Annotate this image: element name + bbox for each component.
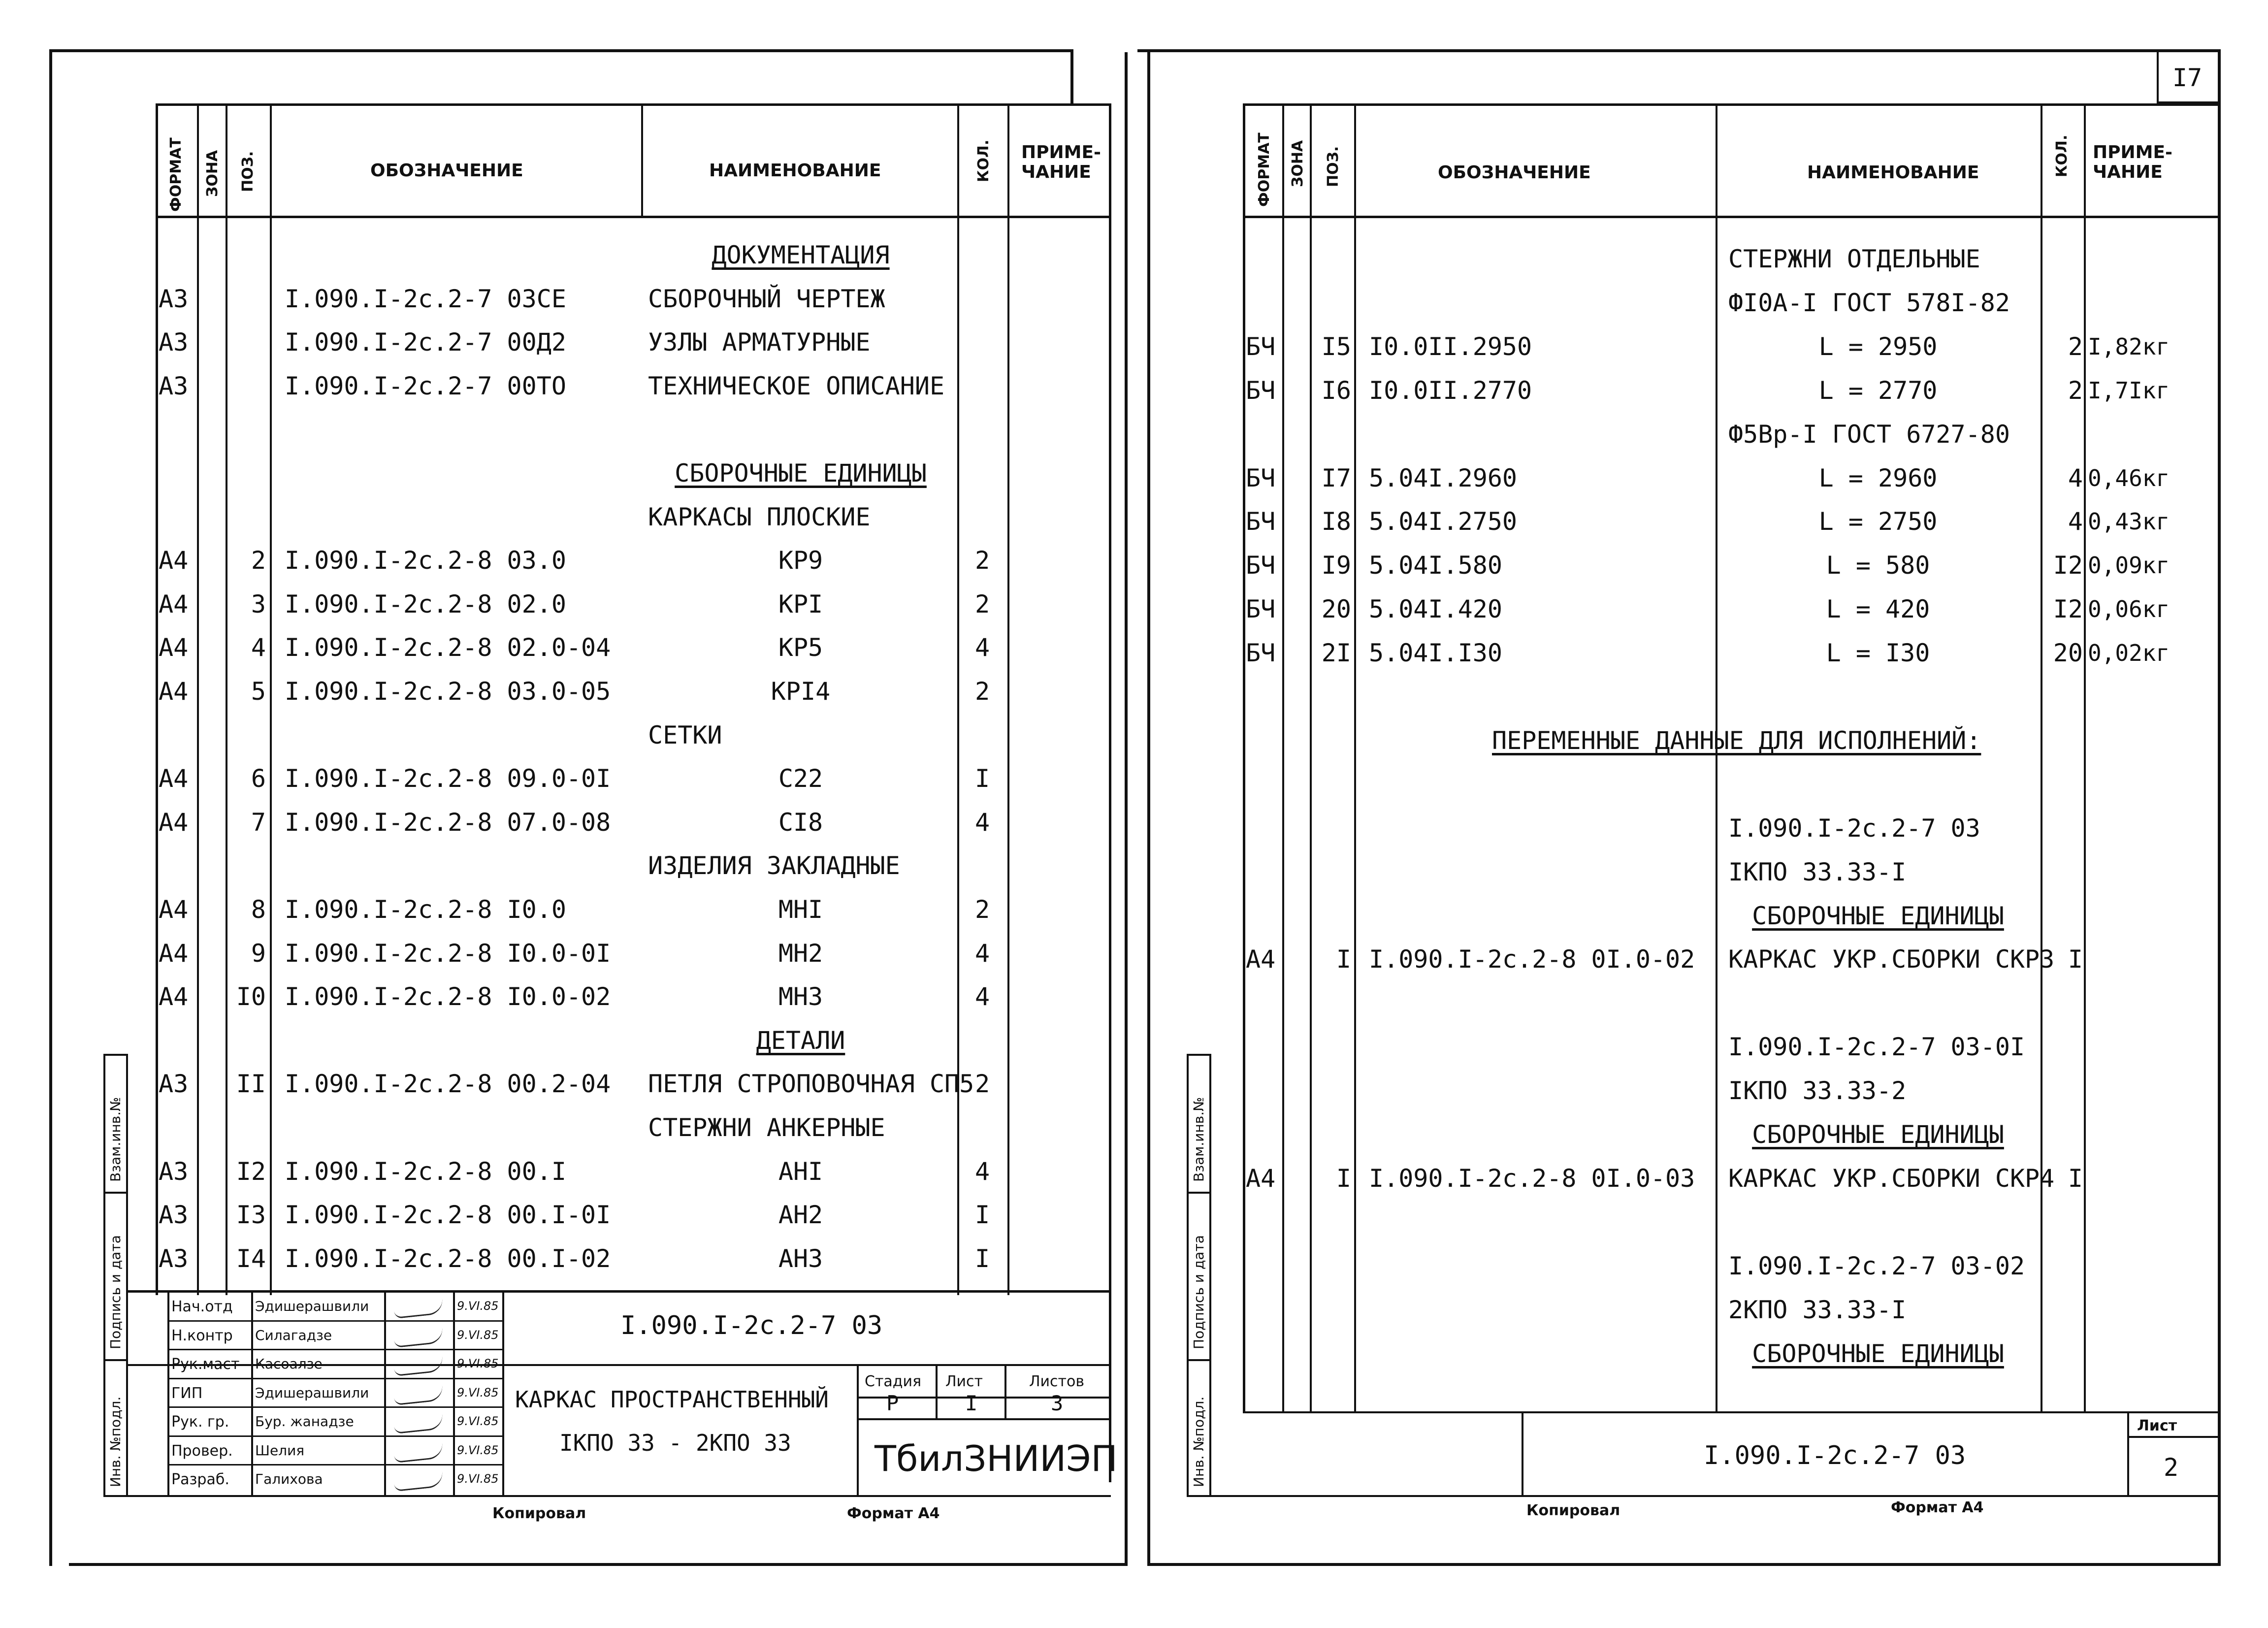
stamp-title-2: IКПО 33 - 2КПО 33 xyxy=(559,1430,791,1456)
row-format: А4 xyxy=(1246,945,1276,974)
row-note: 0,06кг xyxy=(2088,596,2170,622)
row-format: БЧ xyxy=(1246,464,1276,492)
header-zone: ЗОНА xyxy=(1289,140,1306,187)
row-qty: 2 xyxy=(974,677,990,706)
row-name: СБОРОЧНЫЕ ЕДИНИЦЫ xyxy=(1752,1120,2004,1149)
row-designation: I.090.I-2c.2-7 03СЕ xyxy=(285,285,566,313)
row-name: КАРКАС УКР.СБОРКИ СКР4 xyxy=(1728,1164,2055,1193)
row-name: КРI xyxy=(778,590,823,619)
row-name: I.090.I-2c.2-7 03 xyxy=(1728,814,1980,843)
row-qty: 4 xyxy=(974,982,990,1011)
row-name: СТЕРЖНИ АНКЕРНЫЕ xyxy=(648,1113,885,1142)
header-qty: КОЛ. xyxy=(975,139,992,182)
row-pos: 9 xyxy=(251,939,266,968)
stamp-date: 9.VI.85 xyxy=(457,1443,499,1457)
row-format: БЧ xyxy=(1246,595,1276,623)
stamp-name: Бур. жанадзе xyxy=(255,1413,354,1430)
signature-scribble xyxy=(393,1471,444,1492)
row-name: 2КПО 33.33-I xyxy=(1728,1296,1907,1324)
row-qty: I xyxy=(2068,1164,2083,1193)
row-name: СБОРОЧНЫЙ ЧЕРТЕЖ xyxy=(648,285,885,313)
stamp-row-line xyxy=(167,1464,502,1465)
row-note: I,7Iкг xyxy=(2088,377,2170,404)
row-designation: 5.04I.580 xyxy=(1369,551,1502,580)
side-label-inv: Инв. №подл. xyxy=(1191,1396,1207,1487)
row-name: АН3 xyxy=(778,1244,823,1273)
row-name: С22 xyxy=(778,764,823,793)
row-name: L = 2750 xyxy=(1818,507,1938,536)
row-pos: 6 xyxy=(251,764,266,793)
stamp-sheets: 3 xyxy=(1051,1391,1064,1415)
row-designation: 5.04I.I30 xyxy=(1369,639,1502,667)
row-name: КРI4 xyxy=(771,677,831,706)
row-qty: 4 xyxy=(974,1157,990,1186)
row-format: А4 xyxy=(159,808,189,837)
row-pos: I2 xyxy=(236,1157,266,1186)
stamp-name: Эдишерашвили xyxy=(255,1385,369,1401)
row-name: СЕТКИ xyxy=(648,721,722,749)
row-format: А4 xyxy=(159,633,189,662)
row-format: А3 xyxy=(159,1244,189,1273)
header-format: ФОРМАТ xyxy=(167,137,185,212)
stamp-date: 9.VI.85 xyxy=(457,1414,499,1428)
row-designation: 5.04I.2960 xyxy=(1369,464,1518,492)
stamp-sheets-label: Листов xyxy=(1029,1373,1085,1390)
stamp-role: Нач.отд xyxy=(171,1298,233,1315)
row-qty: I2 xyxy=(2053,595,2083,623)
row-qty: I xyxy=(974,1244,990,1273)
row-pos: I0 xyxy=(236,982,266,1011)
row-name: СI8 xyxy=(778,808,823,837)
row-format: А3 xyxy=(159,285,189,313)
signature-scribble xyxy=(393,1328,444,1348)
row-note: 0,09кг xyxy=(2088,552,2170,579)
row-qty: 2 xyxy=(2068,376,2083,405)
row-format: А3 xyxy=(159,372,189,400)
row-designation: 5.04I.2750 xyxy=(1369,507,1518,536)
row-designation: I.090.I-2c.2-8 02.0-04 xyxy=(285,633,611,662)
row-qty: 20 xyxy=(2053,639,2083,667)
header-name: НАИМЕНОВАНИЕ xyxy=(1807,163,1979,183)
signature-scribble xyxy=(393,1385,444,1405)
header-designation: ОБОЗНАЧЕНИЕ xyxy=(1438,163,1591,183)
stamp-row-line xyxy=(167,1378,502,1379)
row-qty: 4 xyxy=(974,939,990,968)
row-qty: 4 xyxy=(2068,507,2083,536)
row-qty: 2 xyxy=(974,1070,990,1098)
row-name: КАРКАСЫ ПЛОСКИЕ xyxy=(648,503,871,531)
row-designation: I.090.I-2c.2-8 I0.0 xyxy=(285,895,566,924)
row-qty: 4 xyxy=(974,633,990,662)
footer-copied: Копировал xyxy=(1526,1502,1620,1519)
stamp-title-1: КАРКАС ПРОСТРАНСТВЕННЫЙ xyxy=(515,1386,829,1413)
row-name: ФI0А-I ГОСТ 578I-82 xyxy=(1728,289,2010,317)
row-designation: I.090.I-2c.2-8 00.2-04 xyxy=(285,1070,611,1098)
row-name: МН2 xyxy=(778,939,823,968)
row-format: А3 xyxy=(159,1070,189,1098)
row-designation: I.090.I-2c.2-8 00.I-02 xyxy=(285,1244,611,1273)
row-pos: I6 xyxy=(1321,376,1351,405)
signature-scribble xyxy=(393,1414,444,1434)
row-pos: I9 xyxy=(1321,551,1351,580)
stamp-row-line xyxy=(167,1349,502,1350)
stamp-date: 9.VI.85 xyxy=(457,1299,499,1313)
header-name: НАИМЕНОВАНИЕ xyxy=(709,161,881,181)
row-name: МН3 xyxy=(778,982,823,1011)
stamp-name: Шелия xyxy=(255,1442,305,1459)
row-designation: I.090.I-2c.2-7 00ТО xyxy=(285,372,566,400)
stamp-stage-label: Стадия xyxy=(865,1373,922,1390)
row-designation: I.090.I-2c.2-8 0I.0-03 xyxy=(1369,1164,1695,1193)
row-name: I.090.I-2c.2-7 03-02 xyxy=(1728,1252,2025,1280)
header-designation: ОБОЗНАЧЕНИЕ xyxy=(370,161,523,181)
row-name: ДЕТАЛИ xyxy=(756,1026,845,1055)
header-note: ПРИМЕ-ЧАНИЕ xyxy=(1021,142,1101,182)
stamp-doc-code: I.090.I-2c.2-7 03 xyxy=(620,1311,883,1340)
row-pos: 5 xyxy=(251,677,266,706)
row-name: АНI xyxy=(778,1157,823,1186)
row-format: А3 xyxy=(159,328,189,357)
side-label-sign: Подпись и дата xyxy=(1191,1235,1207,1349)
row-note: I,82кг xyxy=(2088,333,2170,360)
row-format: А4 xyxy=(159,546,189,575)
row-qty: I xyxy=(2068,945,2083,974)
row-format: А3 xyxy=(159,1157,189,1186)
row-designation: I.090.I-2c.2-8 0I.0-02 xyxy=(1369,945,1695,974)
row-designation: 5.04I.420 xyxy=(1369,595,1502,623)
stamp-sheet: I xyxy=(965,1391,978,1415)
row-qty: I xyxy=(974,1201,990,1229)
footer-format: Формат А4 xyxy=(1891,1499,1984,1516)
row-name: Ф5Вр-I ГОСТ 6727-80 xyxy=(1728,420,2010,449)
signature-scribble xyxy=(393,1443,444,1463)
stamp-role: ГИП xyxy=(171,1385,203,1402)
row-name: L = I30 xyxy=(1826,639,1930,667)
stamp-role: Рук. гр. xyxy=(171,1413,229,1431)
row-designation: I.090.I-2c.2-8 03.0-05 xyxy=(285,677,611,706)
row-name: I.090.I-2c.2-7 03-0I xyxy=(1728,1033,2025,1061)
header-zone: ЗОНА xyxy=(204,150,221,197)
stamp-name: Касоалзе xyxy=(255,1356,323,1372)
side-label-sign: Подпись и дата xyxy=(107,1235,124,1349)
row-name: ТЕХНИЧЕСКОЕ ОПИСАНИЕ xyxy=(648,372,945,400)
row-qty: 2 xyxy=(974,895,990,924)
row-pos: 7 xyxy=(251,808,266,837)
row-name: L = 420 xyxy=(1826,595,1930,623)
row-name: СБОРОЧНЫЕ ЕДИНИЦЫ xyxy=(1752,1339,2004,1368)
stamp-doc-code: I.090.I-2c.2-7 03 xyxy=(1704,1441,1966,1470)
stamp-date: 9.VI.85 xyxy=(457,1472,499,1486)
stamp-date: 9.VI.85 xyxy=(457,1328,499,1342)
row-pos: 2 xyxy=(251,546,266,575)
row-name: КР9 xyxy=(778,546,823,575)
row-designation: I.090.I-2c.2-8 02.0 xyxy=(285,590,566,619)
row-name: L = 580 xyxy=(1826,551,1930,580)
row-name: IКПО 33.33-I xyxy=(1728,858,1907,886)
stamp-date: 9.VI.85 xyxy=(457,1386,499,1400)
header-note: ПРИМЕ-ЧАНИЕ xyxy=(2093,142,2172,182)
row-pos: I7 xyxy=(1321,464,1351,492)
row-designation: I.090.I-2c.2-8 I0.0-02 xyxy=(285,982,611,1011)
row-format: А4 xyxy=(159,764,189,793)
row-designation: I.090.I-2c.2-8 00.I xyxy=(285,1157,566,1186)
stamp-name: Эдишерашвили xyxy=(255,1298,369,1314)
header-pos: ПОЗ. xyxy=(239,151,257,192)
row-name: СБОРОЧНЫЕ ЕДИНИЦЫ xyxy=(675,459,927,488)
page-number: I7 xyxy=(2172,64,2203,92)
stamp-org: ТбилЗНИИЭП xyxy=(875,1438,1118,1479)
row-name: L = 2770 xyxy=(1818,376,1938,405)
row-name: ИЗДЕЛИЯ ЗАКЛАДНЫЕ xyxy=(648,851,900,880)
signature-scribble xyxy=(393,1299,444,1319)
header-pos: ПОЗ. xyxy=(1325,146,1342,187)
header-qty: КОЛ. xyxy=(2053,134,2071,177)
row-note: 0,43кг xyxy=(2088,508,2170,535)
row-pos: I5 xyxy=(1321,332,1351,361)
stamp-sheet: 2 xyxy=(2164,1453,2179,1482)
row-pos: I8 xyxy=(1321,507,1351,536)
row-designation: I.090.I-2c.2-8 03.0 xyxy=(285,546,566,575)
row-name: L = 2950 xyxy=(1818,332,1938,361)
row-name: ДОКУМЕНТАЦИЯ xyxy=(712,241,890,269)
row-format: БЧ xyxy=(1246,376,1276,405)
row-name: КР5 xyxy=(778,633,823,662)
row-pos: I3 xyxy=(236,1201,266,1229)
row-pos: 8 xyxy=(251,895,266,924)
row-name: L = 2960 xyxy=(1818,464,1938,492)
variable-data-heading: ПЕРЕМЕННЫЕ ДАННЫЕ ДЛЯ ИСПОЛНЕНИЙ: xyxy=(1492,726,1981,755)
footer-format: Формат А4 xyxy=(847,1505,940,1522)
row-qty: 4 xyxy=(974,808,990,837)
row-designation: I.090.I-2c.2-8 07.0-08 xyxy=(285,808,611,837)
stamp-role: Разраб. xyxy=(171,1471,229,1488)
stamp-stage: Р xyxy=(886,1391,899,1415)
row-format: А4 xyxy=(159,895,189,924)
side-label-inv: Инв. №подл. xyxy=(107,1396,124,1487)
stamp-row-line xyxy=(167,1320,502,1322)
row-format: БЧ xyxy=(1246,507,1276,536)
row-designation: I0.0II.2770 xyxy=(1369,376,1532,405)
header-format: ФОРМАТ xyxy=(1256,132,1273,207)
stamp-sheet-label: Лист xyxy=(945,1373,983,1390)
row-format: БЧ xyxy=(1246,551,1276,580)
row-designation: I.090.I-2c.2-7 00Д2 xyxy=(285,328,566,357)
row-qty: 4 xyxy=(2068,464,2083,492)
row-format: А4 xyxy=(159,590,189,619)
row-qty: 2 xyxy=(2068,332,2083,361)
row-qty: 2 xyxy=(974,590,990,619)
row-pos: 20 xyxy=(1321,595,1351,623)
row-designation: I.090.I-2c.2-8 I0.0-0I xyxy=(285,939,611,968)
side-label-replace: Взам.инв.№ xyxy=(107,1097,124,1182)
row-name: СТЕРЖНИ ОТДЕЛЬНЫЕ xyxy=(1728,245,1980,273)
stamp-role: Н.контр xyxy=(171,1327,233,1344)
row-designation: I0.0II.2950 xyxy=(1369,332,1532,361)
row-qty: 2 xyxy=(974,546,990,575)
row-pos: 2I xyxy=(1321,639,1351,667)
footer-copied: Копировал xyxy=(492,1505,586,1522)
row-pos: I xyxy=(1336,945,1351,974)
row-format: А4 xyxy=(159,982,189,1011)
stamp-role: Провер. xyxy=(171,1442,233,1460)
stamp-sheet-label: Лист xyxy=(2137,1417,2177,1434)
row-qty: I xyxy=(974,764,990,793)
row-pos: I4 xyxy=(236,1244,266,1273)
row-name: АН2 xyxy=(778,1201,823,1229)
row-note: 0,02кг xyxy=(2088,640,2170,666)
row-format: А4 xyxy=(159,677,189,706)
row-name: СБОРОЧНЫЕ ЕДИНИЦЫ xyxy=(1752,902,2004,930)
row-name: УЗЛЫ АРМАТУРНЫЕ xyxy=(648,328,871,357)
row-format: БЧ xyxy=(1246,332,1276,361)
row-format: БЧ xyxy=(1246,639,1276,667)
row-pos: I xyxy=(1336,1164,1351,1193)
stamp-row-line xyxy=(167,1435,502,1437)
side-label-replace: Взам.инв.№ xyxy=(1191,1097,1207,1182)
row-format: А4 xyxy=(159,939,189,968)
row-qty: I2 xyxy=(2053,551,2083,580)
row-pos: 4 xyxy=(251,633,266,662)
stamp-name: Силагадзе xyxy=(255,1327,332,1343)
row-name: МНI xyxy=(778,895,823,924)
stamp-role: Рук.маст xyxy=(171,1356,240,1373)
signature-scribble xyxy=(393,1356,444,1376)
stamp-row-line xyxy=(167,1406,502,1408)
row-name: КАРКАС УКР.СБОРКИ СКР3 xyxy=(1728,945,2055,974)
row-format: А4 xyxy=(1246,1164,1276,1193)
row-format: А3 xyxy=(159,1201,189,1229)
row-designation: I.090.I-2c.2-8 09.0-0I xyxy=(285,764,611,793)
stamp-date: 9.VI.85 xyxy=(457,1357,499,1370)
row-pos: II xyxy=(236,1070,266,1098)
row-pos: 3 xyxy=(251,590,266,619)
row-note: 0,46кг xyxy=(2088,465,2170,491)
row-name: IКПО 33.33-2 xyxy=(1728,1076,1907,1105)
row-name: ПЕТЛЯ СТРОПОВОЧНАЯ СП5 xyxy=(648,1070,974,1098)
row-designation: I.090.I-2c.2-8 00.I-0I xyxy=(285,1201,611,1229)
stamp-name: Галихова xyxy=(255,1471,323,1487)
